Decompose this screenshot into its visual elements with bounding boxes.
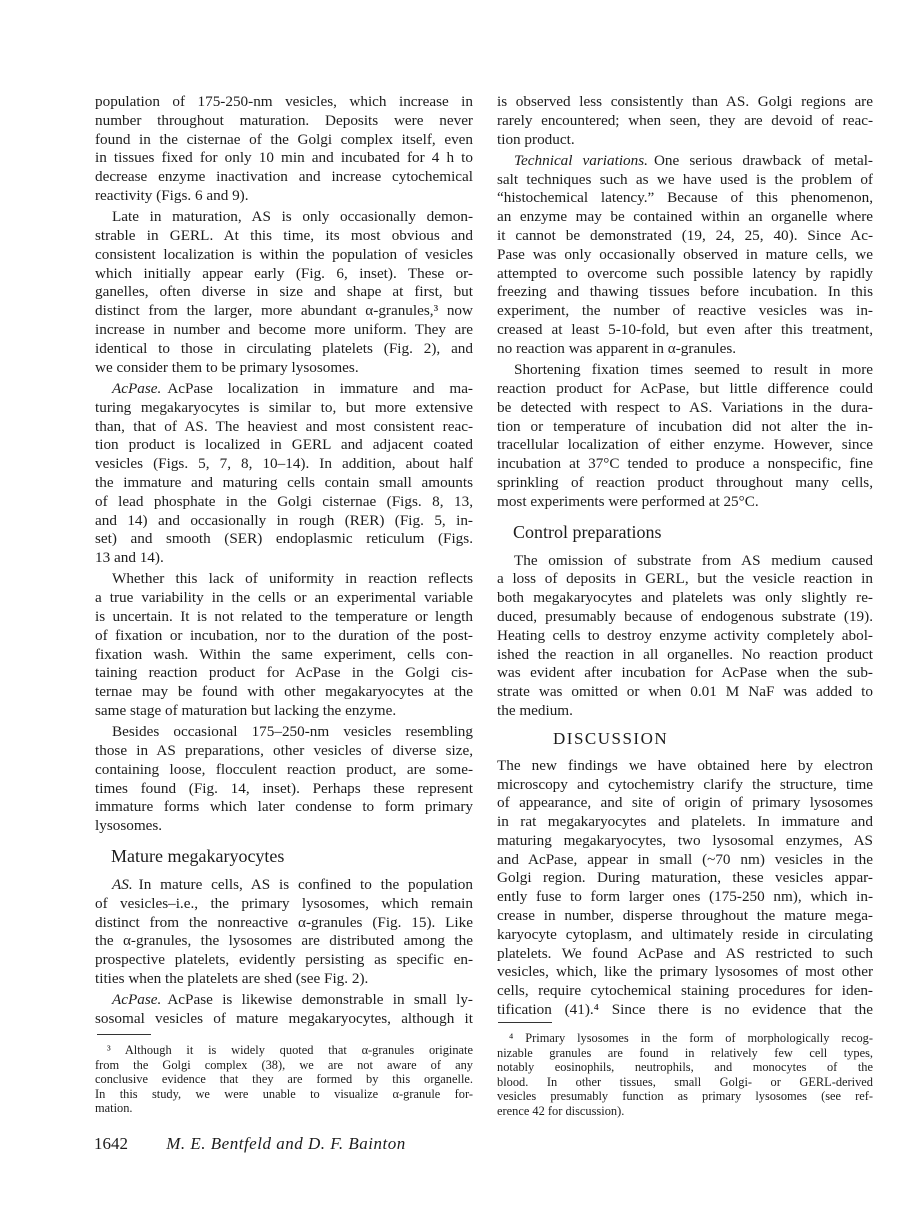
run-in-heading: Technical variations. [514,151,648,169]
text-line [497,683,873,702]
line-text: ished the reaction in all organelles. No reaction product [497,645,873,663]
line-text: set) and smooth (SER) endoplasmic reticulum (Figs. [95,530,473,548]
text-line [497,869,873,888]
text-line [95,340,473,359]
line-text: microscopy and cytochemistry clarify the structure, time [497,775,873,793]
line-text: both megakaryocytes and platelets was only slightly re- [497,589,873,607]
text-line [95,627,473,646]
line-text: an enzyme may be contained within an organelle where [497,208,873,226]
text-line [95,208,473,227]
text-line [497,794,873,813]
line-text: incubation at 37°C tended to produce a nonspecific, fine [497,455,873,473]
paragraph [497,552,873,721]
text-line [95,876,473,895]
text-line [497,265,873,284]
line-text: containing loose, flocculent reaction product, are some- [95,760,473,778]
text-line [497,1001,873,1020]
line-text: maturing megakaryocytes, two lysosomal enzymes, AS [497,831,873,849]
line-text: is uncertain. It is not related to the temperature or length [95,608,473,626]
line-text: the immature and maturing cells contain small amounts [95,473,473,491]
text-line [95,608,473,627]
text-line [95,589,473,608]
line-text: Golgi region. During maturation, these vesicles appar- [497,869,873,887]
line-text: reactivity (Figs. 6 and 9). [95,186,249,204]
line-text: tion product. [497,130,575,148]
line-text: Pase was only occasionally observed in mature cells, we [497,245,873,263]
text-line [95,168,473,187]
text-line [95,895,473,914]
text-line [95,283,473,302]
text-line [95,418,473,437]
text-line [95,227,473,246]
line-text: blood. In other tissues, small Golgi- or GERL-derived [497,1074,873,1089]
line-text: decrease enzyme inactivation and increase cytochemical [95,168,473,186]
line-text: sosomal vesicles of mature megakaryocytes, although it [95,1010,473,1028]
line-text: tion or temperature of incubation did not alter the in- [497,417,873,435]
text-line [95,302,473,321]
line-text: erence 42 for discussion). [497,1103,625,1118]
text-line [497,418,873,437]
text-line [497,380,873,399]
run-in-heading: AS. [112,876,133,894]
text-line [497,93,873,112]
text-line [95,991,473,1010]
text-line [497,340,873,359]
text-line [95,455,473,474]
text-line [95,112,473,131]
text-line [497,570,873,589]
line-text: we consider them to be primary lysosomes. [95,358,359,376]
line-text: salt techniques such as we have used is the problem of [497,170,873,188]
line-text: distinct from the nonreactive α-granules (Fig. 15). Like [95,913,473,931]
text-line [497,627,873,646]
text-line [95,246,473,265]
text-line [95,570,473,589]
paragraph [497,93,873,149]
line-text: it cannot be demonstrated (19, 24, 25, 40). Since Ac- [497,227,873,245]
text-line [95,399,473,418]
line-text: strable in GERL. At this time, its most obvious and [95,227,473,245]
line-text: of vesicles–i.e., the primary lysosomes, which remain [95,894,473,912]
text-line [95,1010,473,1029]
text-line [497,361,873,380]
line-text: vesicles presumably function as primary lysosomes (see ref- [497,1089,873,1104]
text-line [95,780,473,799]
section-heading: Mature megakaryocytes [111,846,285,867]
line-text: turing megakaryocytes is similar to, but more extensive [95,398,473,416]
text-line [497,1046,873,1061]
line-text: In this study, we were unable to visualize α-granule for- [95,1086,473,1101]
text-line [497,926,873,945]
line-text: the medium. [497,701,573,719]
text-line [95,1058,473,1073]
text-line [497,907,873,926]
footnote-divider [498,1022,552,1023]
line-text: vesicles, which, like the primary lysosomes of most other [497,963,873,981]
run-in-heading: AcPase. [112,379,162,397]
line-text: attempted to overcome such possible latency by rapidly [497,264,873,282]
text-line [497,1104,873,1119]
text-line [497,608,873,627]
footnote-divider [97,1034,151,1035]
text-line [95,131,473,150]
paragraph [95,723,473,836]
line-text: conclusive evidence that they are formed by this organelle. [95,1072,473,1087]
line-text: Besides occasional 175–250-nm vesicles resembling [112,723,473,741]
text-line [95,493,473,512]
line-text: tion product is localized in GERL and adjacent coated [95,436,473,454]
line-text: The omission of substrate from AS medium caused [514,551,873,569]
line-text: ⁴ Primary lysosomes in the form of morphologically recog- [509,1031,873,1045]
text-line [95,512,473,531]
line-text: Late in maturation, AS is only occasionally demon- [112,208,473,226]
line-text: and 14) and occasionally in rough (RER) (Fig. 5, in- [95,511,473,529]
text-line [497,945,873,964]
line-text: mation. [95,1101,133,1116]
text-line [497,152,873,171]
line-text: most experiments were performed at 25°C. [497,492,759,510]
text-line [497,832,873,851]
section-heading: DISCUSSION [553,728,669,748]
line-text: consistent localization is within the population of vesicles [95,245,473,263]
text-line [95,187,473,206]
line-text: In mature cells, AS is confined to the population [138,876,473,894]
text-line [95,723,473,742]
line-text: creased at least 5-10-fold, but even after this treatment, [497,321,873,339]
line-text: nizable granules are found in relatively few cell types, [497,1045,873,1060]
left-column [95,93,473,1029]
text-line [95,761,473,780]
footnote-3 [95,1043,473,1116]
line-text: is observed less consistently than AS. Golgi regions are [497,93,873,110]
line-text: fixation wash. Within the same experiment, cells con- [95,645,473,663]
text-line [497,646,873,665]
line-text: in rat megakaryocytes and platelets. In immature and [497,813,873,831]
line-text: sprinkling of reaction product throughout many cells, [497,473,873,491]
text-line [497,589,873,608]
line-text: cells, require cytochemical staining procedures for iden- [497,982,873,1000]
line-text: which initially appear early (Fig. 6, inset). These or- [95,264,473,282]
text-line [95,149,473,168]
text-line [497,702,873,721]
paragraph [95,93,473,206]
line-text: identical to those in circulating platelets (Fig. 2), and [95,339,473,357]
line-text: notably eosinophils, neutrophils, and monocytes of the [497,1060,873,1075]
line-text: those in AS preparations, other vesicles of diverse size, [95,742,473,760]
text-line [497,246,873,265]
text-line [95,93,473,112]
text-line [95,436,473,455]
page-number: 1642 [94,1134,128,1153]
line-text: was evident after incubation for AcPase when the sub- [497,664,873,682]
text-line [95,380,473,399]
line-text: vesicles (Figs. 5, 7, 8, 10–14). In addition, about half [95,455,473,473]
text-line [95,530,473,549]
line-text: times found (Fig. 14, inset). Perhaps these represent [95,779,473,797]
line-text: of appearance, and site of origin of primary lysosomes [497,794,873,812]
section-heading: Control preparations [513,521,662,542]
line-text: of fixation or incubation, nor to the duration of the post- [95,626,473,644]
line-text: Shortening fixation times seemed to result in more [514,361,873,379]
line-text: distinct from the larger, more abundant α-granules,³ now [95,302,473,320]
text-line [497,283,873,302]
line-text: in tissues fixed for only 10 min and incubated for 4 h to [95,149,473,167]
line-text: AcPase localization in immature and ma- [167,379,473,397]
right-column [497,93,873,1020]
line-text: taining reaction product for AcPase in the Golgi cis- [95,664,473,682]
text-line [497,664,873,683]
text-line [497,208,873,227]
text-line [95,1101,473,1116]
text-line [497,963,873,982]
text-line [95,474,473,493]
text-line [497,302,873,321]
line-text: ³ Although it is widely quoted that α-granules originate [107,1043,473,1057]
paragraph [497,757,873,1020]
line-text: increase in number and become more uniform. They are [95,321,473,339]
paragraph [95,380,473,568]
line-text: from the Golgi complex (38), we are not aware of any [95,1057,473,1072]
running-authors: M. E. Bentfeld and D. F. Bainton [166,1134,406,1153]
text-line [95,817,473,836]
text-line [497,982,873,1001]
text-line [497,171,873,190]
line-text: and AcPase, appear in small (~70 nm) vesicles in the [497,850,873,868]
text-line [497,1075,873,1090]
line-text: number throughout maturation. Deposits were never [95,111,473,129]
line-text: than, that of AS. The heaviest and most consistent reac- [95,417,473,435]
line-text: Heating cells to destroy enzyme activity completely abol- [497,626,873,644]
line-text: crease in number, disperse throughout the mature mega- [497,907,873,925]
line-text: karyocyte cytoplasm, and ultimately reside in circulating [497,925,873,943]
text-line [95,664,473,683]
text-line [497,112,873,131]
line-text: platelets. We found AcPase and AS restricted to such [497,944,873,962]
line-text: a true variability in the cells or an experimental variable [95,589,473,607]
line-text: the α-granules, the lysosomes are distributed among the [95,932,473,950]
text-line [95,932,473,951]
text-line [95,798,473,817]
line-text: experiment, the number of reactive vesicles was in- [497,302,873,320]
text-line [497,1031,873,1046]
text-line [95,1043,473,1058]
text-line [497,189,873,208]
line-text: be detected with respect to AS. Variations in the dura- [497,398,873,416]
line-text: prospective platelets, evidently persisting as specific en- [95,951,473,969]
line-text: immature forms which later condense to form primary [95,798,473,816]
text-line [95,359,473,378]
line-text: ganelles, often diverse in size and shape at first, but [95,283,473,301]
line-text: tracellular localization of either enzyme. However, since [497,436,873,454]
line-text: of lead phosphate in the Golgi cisternae (Figs. 8, 13, [95,492,473,510]
line-text: ternae may be found with other megakaryocytes at the [95,683,473,701]
text-line [497,399,873,418]
line-text: One serious drawback of metal- [653,151,873,169]
paragraph [497,361,873,511]
line-text: a loss of deposits in GERL, but the vesicle reaction in [497,570,873,588]
line-text: tification (41).⁴ Since there is no evidence that the [497,1001,873,1019]
text-line [95,265,473,284]
line-text: rarely encountered; when seen, they are devoid of reac- [497,111,873,129]
line-text: The new findings we have obtained here by electron [497,756,873,774]
paragraph [497,152,873,359]
line-text: no reaction was apparent in α-granules. [497,339,737,357]
text-line [497,227,873,246]
line-text: tities when the platelets are shed (see Fig. 2). [95,970,369,988]
text-line [497,888,873,907]
text-line [497,851,873,870]
text-line [95,321,473,340]
paragraph [95,570,473,720]
text-line [497,474,873,493]
text-line [497,493,873,512]
line-text: lysosomes. [95,817,163,835]
text-line [497,455,873,474]
line-text: Whether this lack of uniformity in reaction reflects [112,570,473,588]
text-line [95,951,473,970]
text-line [497,1089,873,1104]
text-line [95,702,473,721]
line-text: duced, presumably because of endogenous substrate (19). [497,607,873,625]
line-text: ently fuse to form larger ones (175-250 nm), which in- [497,888,873,906]
paragraph [95,208,473,377]
paragraph [95,991,473,1029]
text-line [95,1072,473,1087]
line-text: 13 and 14). [95,549,164,567]
line-text: population of 175-250-nm vesicles, which increase in [95,93,473,110]
line-text: strate was omitted or when 0.01 M NaF was added to [497,683,873,701]
text-line [497,131,873,150]
text-line [497,757,873,776]
text-line [497,552,873,571]
paragraph [95,876,473,989]
text-line [497,1060,873,1075]
text-line [95,683,473,702]
line-text: AcPase is likewise demonstrable in small ly- [167,991,473,1009]
text-line [95,970,473,989]
text-line [497,776,873,795]
text-line [95,914,473,933]
text-line [95,646,473,665]
page-footer [94,1134,406,1154]
run-in-heading: AcPase. [112,991,162,1009]
line-text: “histochemical latency.” Because of this phenomenon, [497,189,873,207]
text-line [497,321,873,340]
line-text: freezing and thawing tissues before incubation. In this [497,283,873,301]
text-line [95,742,473,761]
text-line [95,1087,473,1102]
line-text: reaction product for AcPase, but little difference could [497,379,873,397]
line-text: found in the cisternae of the Golgi complex itself, even [95,130,473,148]
line-text: same stage of maturation but lacking the enzyme. [95,702,397,719]
text-line [497,436,873,455]
text-line [497,813,873,832]
text-line [95,549,473,568]
footnote-4 [497,1031,873,1119]
